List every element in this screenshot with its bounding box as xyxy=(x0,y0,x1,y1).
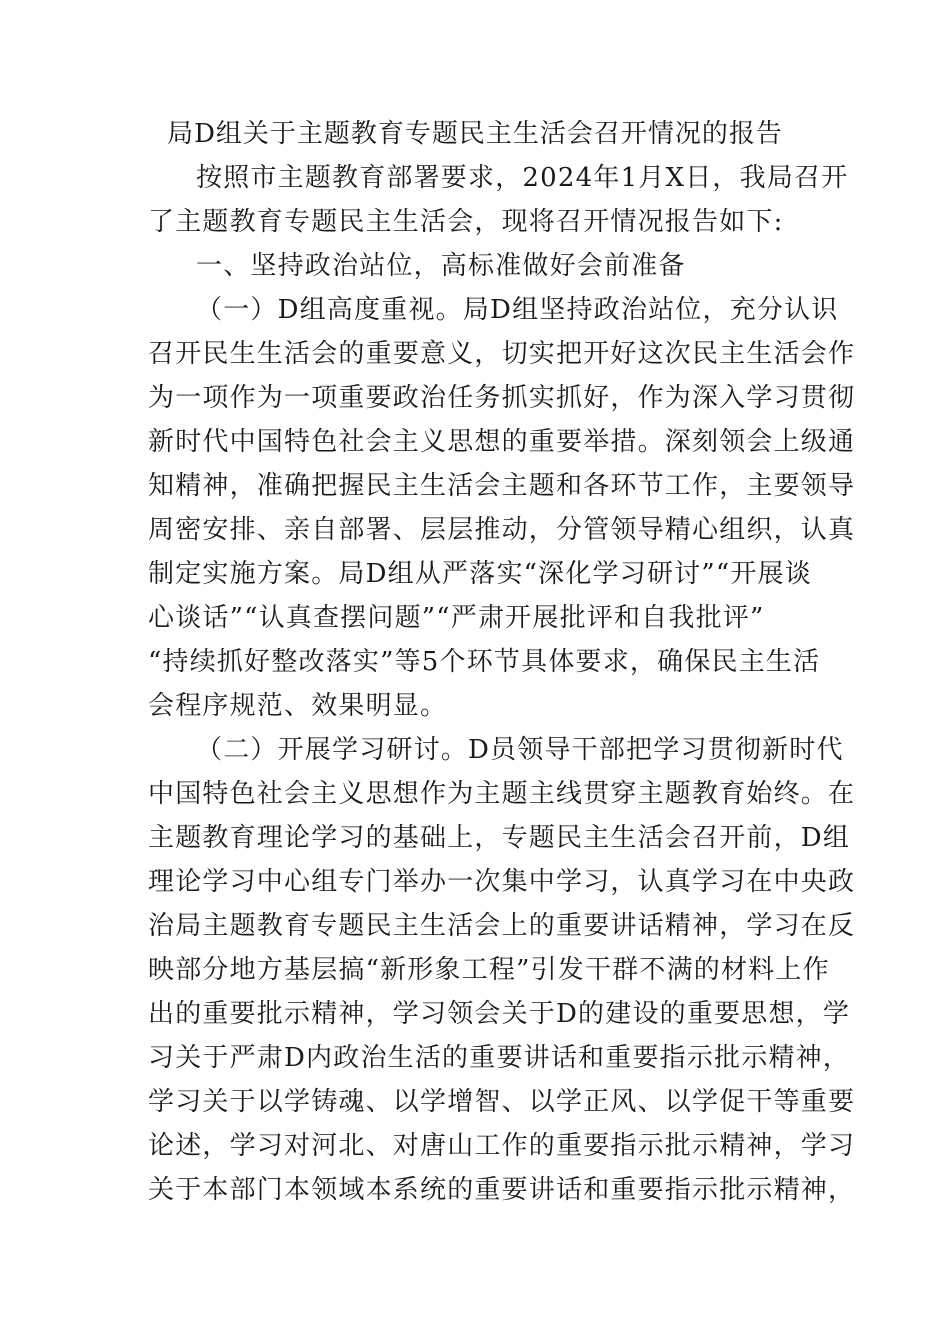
paragraph-line: 关于本部门本领域本系统的重要讲话和重要指示批示精神， xyxy=(148,1175,856,1205)
paragraph-line: 主题教育理论学习的基础上，专题民主生活会召开前，D组 xyxy=(148,823,851,853)
paragraph-line: 会程序规范、效果明显。 xyxy=(148,691,448,721)
paragraph-line: 心谈话”“认真查摆问题”“严肃开展批评和自我批评” xyxy=(148,603,765,633)
section-heading: 一、坚持政治站位，高标准做好会前准备 xyxy=(196,251,686,281)
intro-line: 了主题教育专题民主生活会，现将召开情况报告如下: xyxy=(148,207,784,237)
paragraph-line: 论述，学习对河北、对唐山工作的重要指示批示精神，学习 xyxy=(148,1131,856,1161)
paragraph-line: 理论学习中心组专门举办一次集中学习，认真学习在中央政 xyxy=(148,867,856,897)
paragraph-line: 为一项作为一项重要政治任务抓实抓好，作为深入学习贯彻 xyxy=(148,383,856,413)
paragraph-line: 映部分地方基层搞“新形象工程”引发干群不满的材料上作 xyxy=(148,955,830,985)
paragraph-line: 新时代中国特色社会主义思想的重要举措。深刻领会上级通 xyxy=(148,427,856,457)
paragraph-line: 召开民生生活会的重要意义，切实把开好这次民主生活会作 xyxy=(148,339,856,369)
paragraph-line: 治局主题教育专题民主生活会上的重要讲话精神，学习在反 xyxy=(148,911,856,941)
paragraph-line: 中国特色社会主义思想作为主题主线贯穿主题教育始终。在 xyxy=(148,779,856,809)
intro-line: 按照市主题教育部署要求，2024年1月X日，我局召开 xyxy=(196,163,849,193)
paragraph-line: 周密安排、亲自部署、层层推动，分管领导精心组织，认真 xyxy=(148,515,856,545)
paragraph-line: （一）D组高度重视。局D组坚持政治站位，充分认识 xyxy=(196,295,839,325)
paragraph-line: 学习关于以学铸魂、以学增智、以学正风、以学促干等重要 xyxy=(148,1087,856,1117)
document-title: 局D组关于主题教育专题民主生活会召开情况的报告 xyxy=(167,119,783,149)
paragraph-line: 习关于严肃D内政治生活的重要讲话和重要指示批示精神， xyxy=(148,1043,851,1073)
paragraph-line: 制定实施方案。局D组从严落实“深化学习研讨”“开展谈 xyxy=(148,559,812,589)
paragraph-line: “持续抓好整改落实”等5个环节具体要求，确保民主生活 xyxy=(148,647,821,677)
paragraph-line: 出的重要批示精神，学习领会关于D的建设的重要思想，学 xyxy=(148,999,851,1029)
paragraph-line: 知精神，准确把握民主生活会主题和各环节工作，主要领导 xyxy=(148,471,856,501)
paragraph-line: （二）开展学习研讨。D员领导干部把学习贯彻新时代 xyxy=(196,735,844,765)
